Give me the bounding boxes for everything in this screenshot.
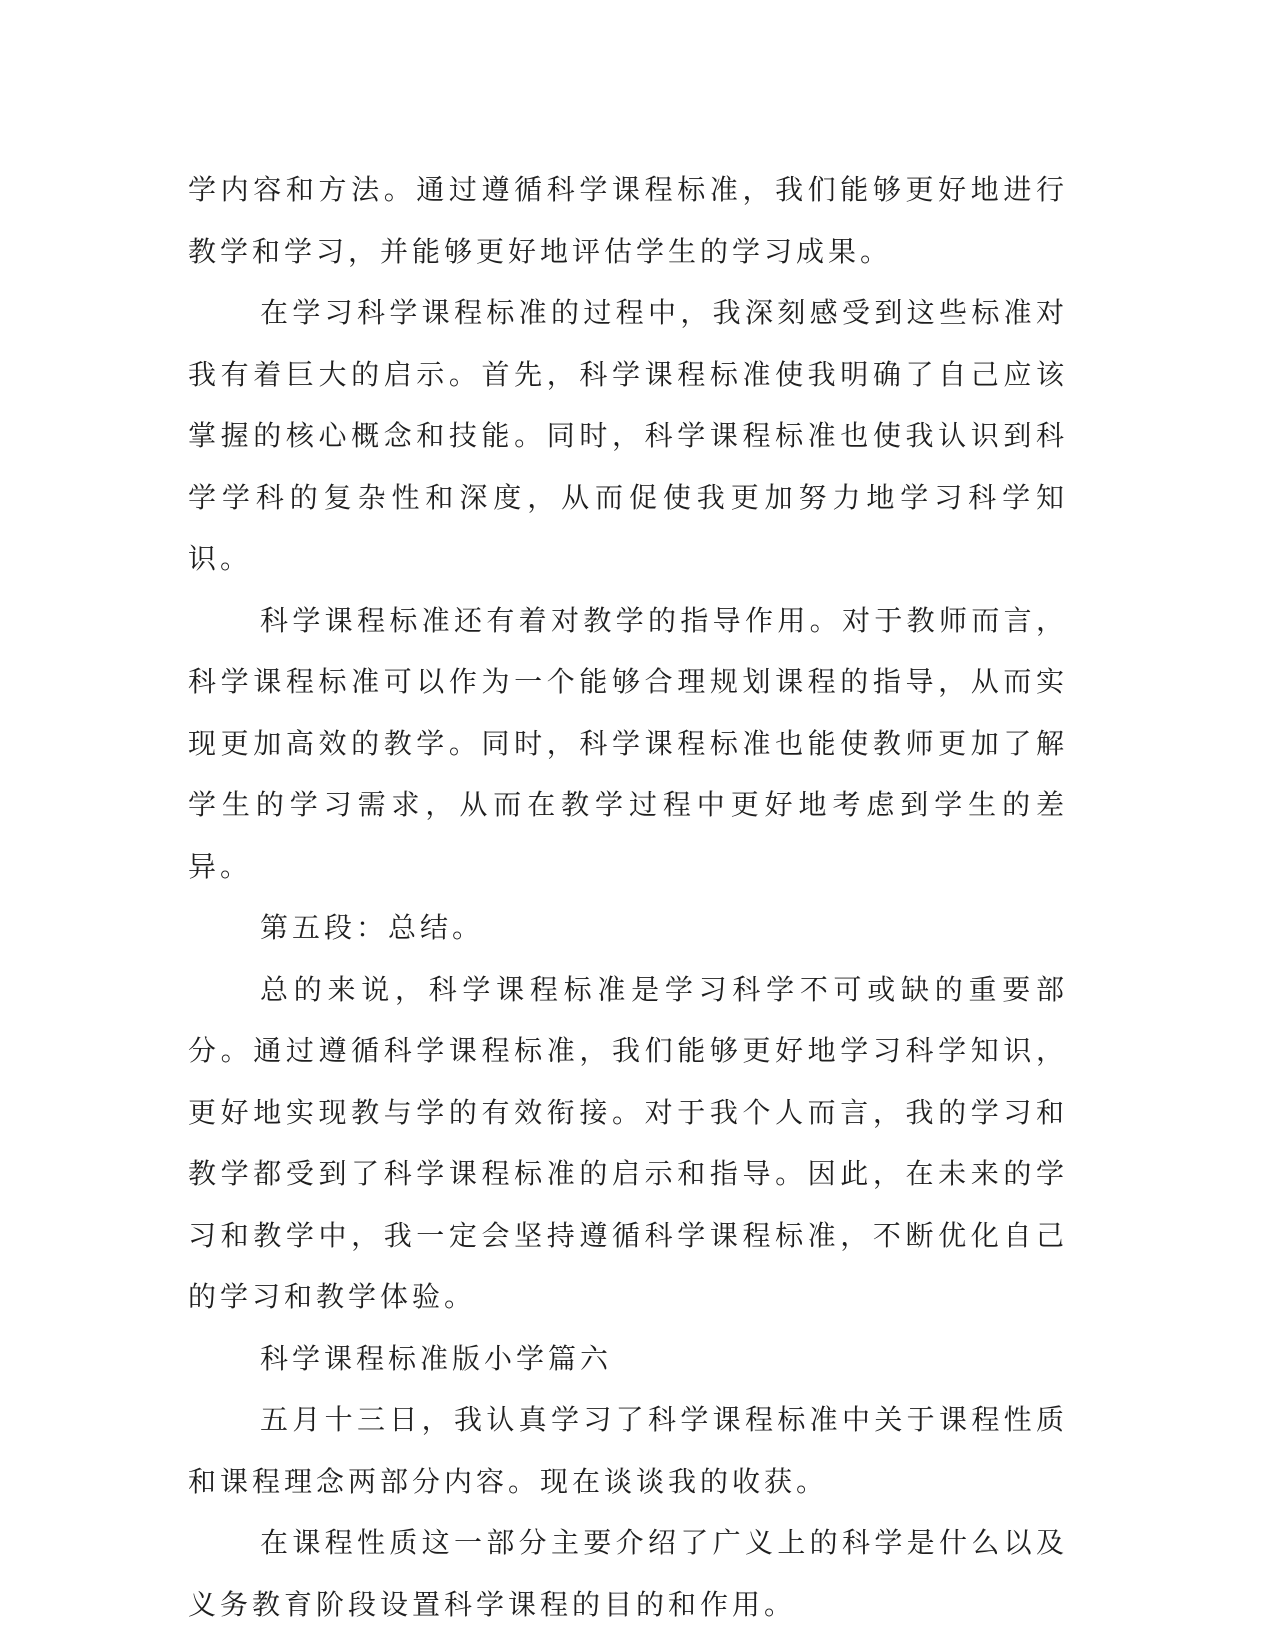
- section-heading-summary: 第五段：总结。: [260, 911, 485, 944]
- paragraph-5: 五月十三日，我认真学习了科学课程标准中关于课程性质和课程理念两部分内容。现在谈谈我的收获。: [188, 1403, 1068, 1498]
- paragraph-2: 在学习科学课程标准的过程中，我深刻感受到这些标准对我有着巨大的启示。首先，科学课程标准使我明确了自己应该掌握的核心概念和技能。同时，科学课程标准也使我认识到科学学科的复杂性和深度，从而促使我更加努力地学习科学知识。: [188, 296, 1068, 575]
- paragraph-6: 在课程性质这一部分主要介绍了广义上的科学是什么以及义务教育阶段设置科学课程的目的和作用。: [188, 1526, 1068, 1621]
- article-title-part-six: 科学课程标准版小学篇六: [260, 1341, 613, 1375]
- paragraph-3: 科学课程标准还有着对教学的指导作用。对于教师而言，科学课程标准可以作为一个能够合理规划课程的指导，从而实现更加高效的教学。同时，科学课程标准也能使教师更加了解学生的学习需求，从而在教学过程中更好地考虑到学生的差异。: [188, 603, 1068, 883]
- document-body: [188, 159, 1068, 1635]
- paragraph-1: 学内容和方法。通过遵循科学课程标准，我们能够更好地进行教学和学习，并能够更好地评估学生的学习成果。: [188, 173, 1068, 268]
- paragraph-4: 总的来说，科学课程标准是学习科学不可或缺的重要部分。通过遵循科学课程标准，我们能够更好地学习科学知识，更好地实现教与学的有效衔接。对于我个人而言，我的学习和教学都受到了科学课程标准的启示和指导。因此，在未来的学习和教学中，我一定会坚持遵循科学课程标准，不断优化自己的学习和教学体验。: [188, 972, 1068, 1313]
